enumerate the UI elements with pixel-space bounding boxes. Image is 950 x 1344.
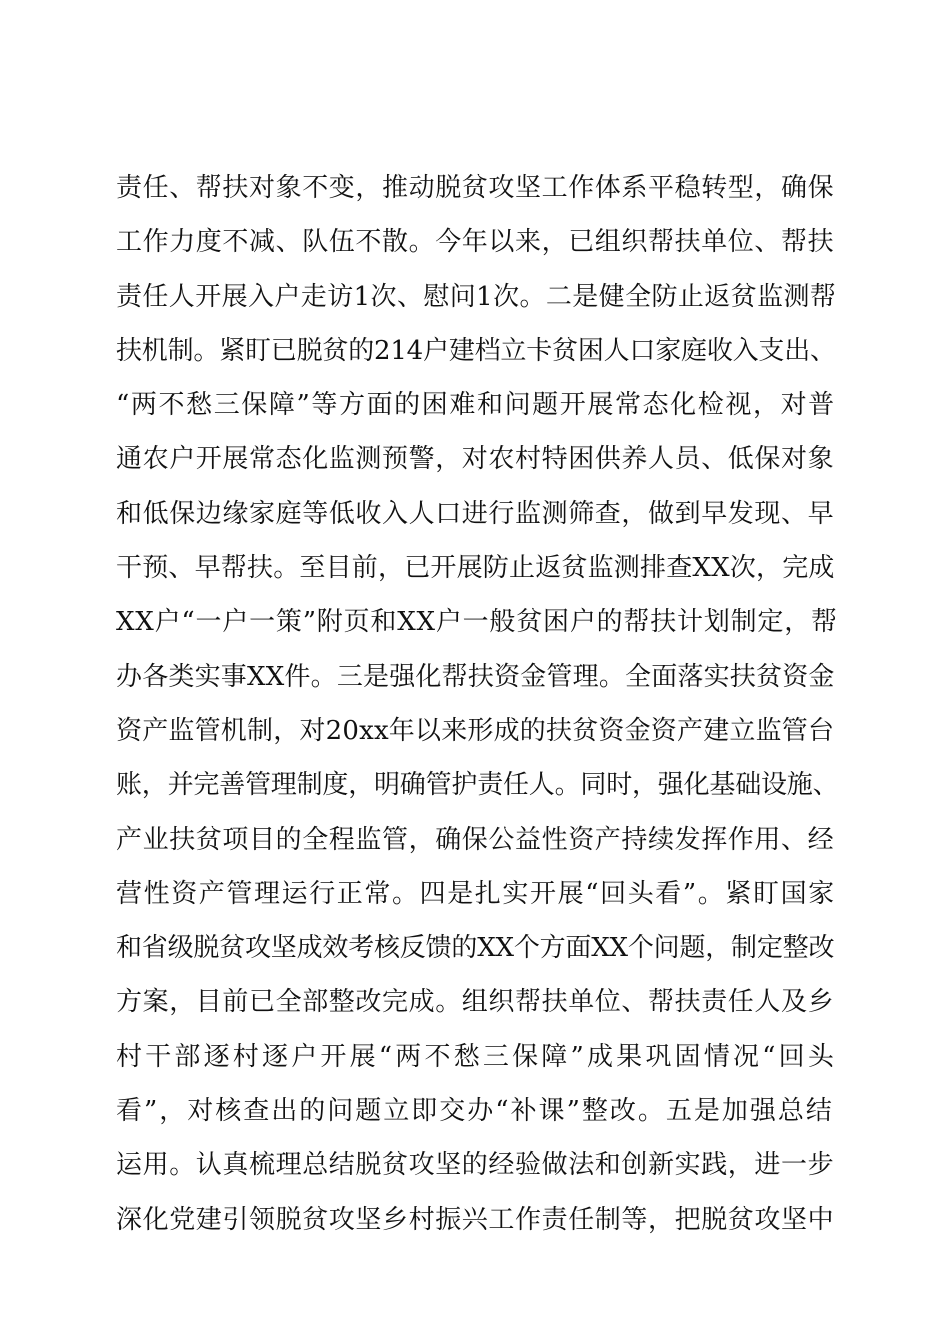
- text-line: 运用。认真梳理总结脱贫攻坚的经验做法和创新实践，进一步: [116, 1150, 835, 1181]
- text-line: 产业扶贫项目的全程监管，确保公益性资产持续发挥作用、经: [116, 824, 835, 855]
- text-line: 办各类实事XX件。三是强化帮扶资金管理。全面落实扶贫资金: [116, 661, 835, 692]
- text-line: 资产监管机制，对20xx年以来形成的扶贫资金资产建立监管台: [116, 715, 835, 746]
- text-line: 村干部逐村逐户开展“两不愁三保障”成果巩固情况“回头: [116, 1041, 838, 1072]
- text-line: 账，并完善管理制度，明确管护责任人。同时，强化基础设施、: [116, 770, 839, 801]
- text-line: 和省级脱贫攻坚成效考核反馈的XX个方面XX个问题，制定整改: [116, 933, 835, 964]
- text-line: 方案，目前已全部整改完成。组织帮扶单位、帮扶责任人及乡: [116, 987, 835, 1018]
- text-line: “两不愁三保障”等方面的困难和问题开展常态化检视，对普: [116, 390, 836, 421]
- text-line: 看”，对核查出的问题立即交办“补课”整改。五是加强总结: [116, 1096, 834, 1127]
- text-line: 工作力度不减、队伍不散。今年以来，已组织帮扶单位、帮扶: [116, 227, 835, 258]
- body-paragraph: [116, 161, 839, 1247]
- text-line: 干预、早帮扶。至目前，已开展防止返贫监测排查XX次，完成: [116, 553, 835, 584]
- text-line: 通农户开展常态化监测预警，对农村特困供养人员、低保对象: [116, 444, 835, 475]
- text-line: 扶机制。紧盯已脱贫的214户建档立卡贫困人口家庭收入支出、: [116, 335, 836, 366]
- text-line: 营性资产管理运行正常。四是扎实开展“回头看”。紧盯国家: [116, 878, 836, 909]
- text-line: 和低保边缘家庭等低收入人口进行监测筛查，做到早发现、早: [116, 498, 835, 529]
- text-line: 深化党建引领脱贫攻坚乡村振兴工作责任制等，把脱贫攻坚中: [116, 1204, 835, 1235]
- text-line: 责任人开展入户走访1次、慰问1次。二是健全防止返贫监测帮: [116, 281, 837, 312]
- text-line: 责任、帮扶对象不变，推动脱贫攻坚工作体系平稳转型，确保: [116, 173, 835, 203]
- text-line: XX户“一户一策”附页和XX户一般贫困户的帮扶计划制定，帮: [116, 607, 838, 638]
